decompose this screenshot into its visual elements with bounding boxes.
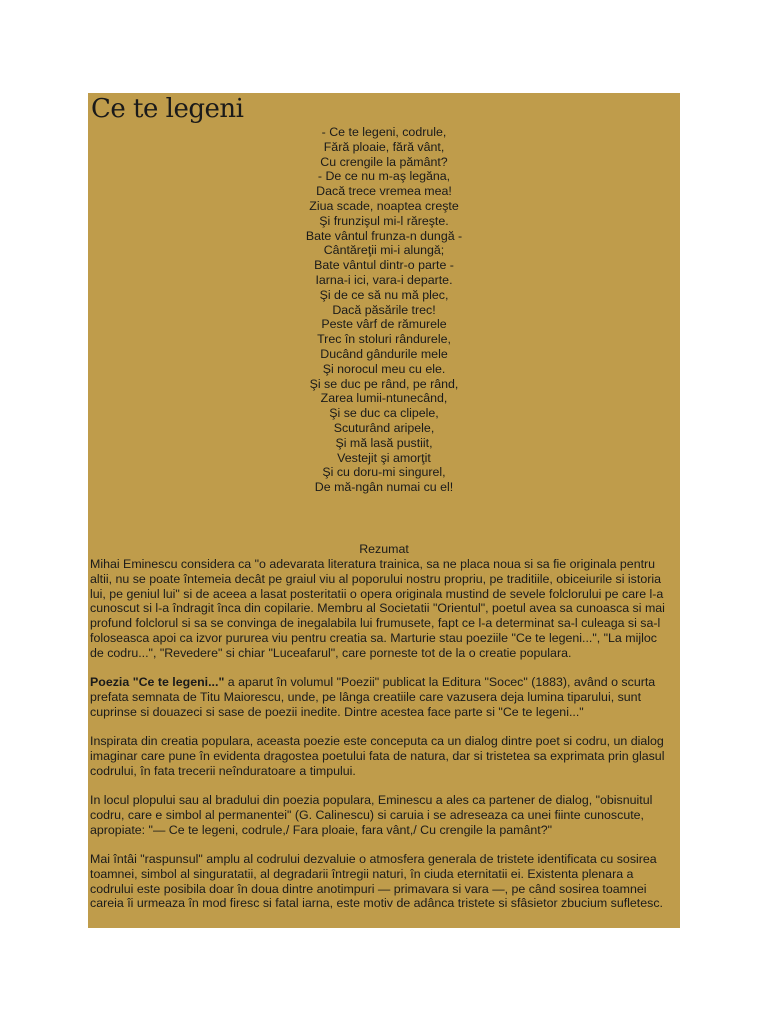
poem-line: - De ce nu m-aş legăna, [317,169,451,184]
paragraph-line: careia îi urmeaza în mod firesc si fatal iarna, este motiv de adânca tristete si sfâsietor zbucium sufletesc. [90,896,663,911]
poem-line: Dacă trece vremea mea! [316,184,452,199]
poem-line: Şi se duc ca clipele, [329,406,439,421]
poem-line: Scuturând aripele, [333,420,435,435]
paragraph-intro [90,557,678,661]
poem-line: Bate vântul frunza-n dungă - [305,228,463,243]
page-title: Ce te legeni [91,94,244,124]
paragraph-line: de codru...", "Revedere" si chiar "Luceafarul", care porneste tot de la o creatie populara. [90,645,572,660]
paragraph-publication-first-rest: a aparut în volumul "Poezii" publicat la Editura "Socec" (1883), având o scurta [224,675,656,689]
paragraph-publication-line [90,675,678,690]
paragraph-line: cunoscut si l-a îndragit înca din copilarie. Membru al Societatii "Orientul", poetul avea sa cunoasca si mai [90,601,665,616]
paragraph-line: profund folclorul si sa se convinga de inegalabila lui frumusete, fapt ce l-a determinat sa-l culeaga si sa-l [90,616,661,631]
poem-line: Şi cu doru-mi singurel, [322,465,446,480]
poem-line: Zarea lumii-ntunecând, [320,391,448,406]
poem-block [88,125,680,495]
poem-line: Fără ploaie, fără vânt, [323,139,445,154]
paragraph-line: Mai întâi "raspunsul" amplu al codrului dezvaluie o atmosfera generala de tristete identificata cu sosirea [90,852,657,866]
poem-line: Şi se duc pe rând, pe rând, [309,376,459,391]
poem-line: Şi frunzişul mi-l răreşte. [319,213,449,228]
paragraph-line: foloseasca apoi ca izvor pururea viu pentru creatia sa. Marturie stau poeziile "Ce te legeni...", "La mijloc [90,630,657,645]
paragraph-line: codrului, în fata trecerii neînduratoare a timpului. [90,763,356,778]
poem-line: Cântăreţii mi-i alungă; [323,243,445,258]
paragraph-line: prefata semnata de Titu Maiorescu, unde, pe lânga creatiile care vazusera deja lumina tiparului, sunt [90,689,642,704]
poem-title-bold: Poezia "Ce te legeni..." [90,675,225,689]
poem-line: Peste vârf de rămurele [321,317,447,332]
poem-line: Ziua scade, noaptea creşte [309,198,459,213]
paragraph-line: Inspirata din creatia populara, aceasta poezie este conceputa ca un dialog dintre poet si codru, un dialog [90,734,664,748]
paragraph-line: cuprinse si douazeci si sase de poezii inedite. Dintre acestea face parte si "Ce te legeni..." [90,704,584,719]
poem-line: Trec în stoluri rândurele, [317,332,451,347]
poem-line: Iarna-i ici, vara-i departe. [315,272,453,287]
paragraph-line: In locul plopului sau al bradului din poezia populara, Eminescu a ales ca partener de dialog, "obisnuitul [90,793,653,807]
poem-line: Şi de ce să nu mă plec, [319,287,449,302]
paragraph-line: apropiate: "— Ce te legeni, codrule,/ Fara ploaie, fara vânt,/ Cu crengile la pamânt?" [90,822,552,837]
poem-line: Şi mă lasă pustiit, [335,435,433,450]
poem-line: Vestejit şi amorţit [337,450,431,465]
paragraph-line: imaginar care pune în evidenta dragostea poetului fata de natura, dar si tristetea sa exprimata prin glasul [90,748,665,763]
paragraph-line: toamnei, simbol al singuratatii, al degradarii întregii naturi, în ciuda eternitatii ei. Existenta plenara a [90,866,634,881]
poem-line: Dacă păsările trec! [332,302,436,317]
summary-heading: Rezumat [359,542,409,556]
paragraph-publication [90,675,678,719]
poem-line: Şi norocul meu cu ele. [322,361,446,376]
paragraph-line: altii, nu se poate întemeia decât pe graiul viu al poporului nostru propriu, pe traditiile, obiceiurile si istoria [90,571,661,586]
paragraph-dialog [90,734,678,778]
poem-line: Bate vântul dintr-o parte - [314,258,454,273]
document-page [88,93,680,928]
paragraph-partner [90,793,678,837]
paragraph-response [90,852,678,911]
poem-line: Cu crengile la pământ? [320,154,448,169]
poem-line: - Ce te legeni, codrule, [321,125,447,139]
poem-line: Ducând gândurile mele [320,346,448,361]
poem-line: De mă-ngân numai cu el! [314,480,454,495]
paragraph-line: Mihai Eminescu considera ca "o adevarata literatura trainica, sa ne placa noua si sa fie originala pentru [90,557,656,571]
paragraph-line: codrului este posibila doar în doua dintre anotimpuri — primavara si vara —, pe când sosirea toamnei [90,881,647,896]
paragraph-line: codru, care e simbol al permanentei" (G. Calinescu) si caruia i se adreseaza ca unei fiinte cunoscute, [90,807,644,822]
paragraph-line: lui, pe geniul lui" si de aceea a lasat posteritatii o opera originala mustind de sevele folclorului pe care l-a [90,586,664,601]
